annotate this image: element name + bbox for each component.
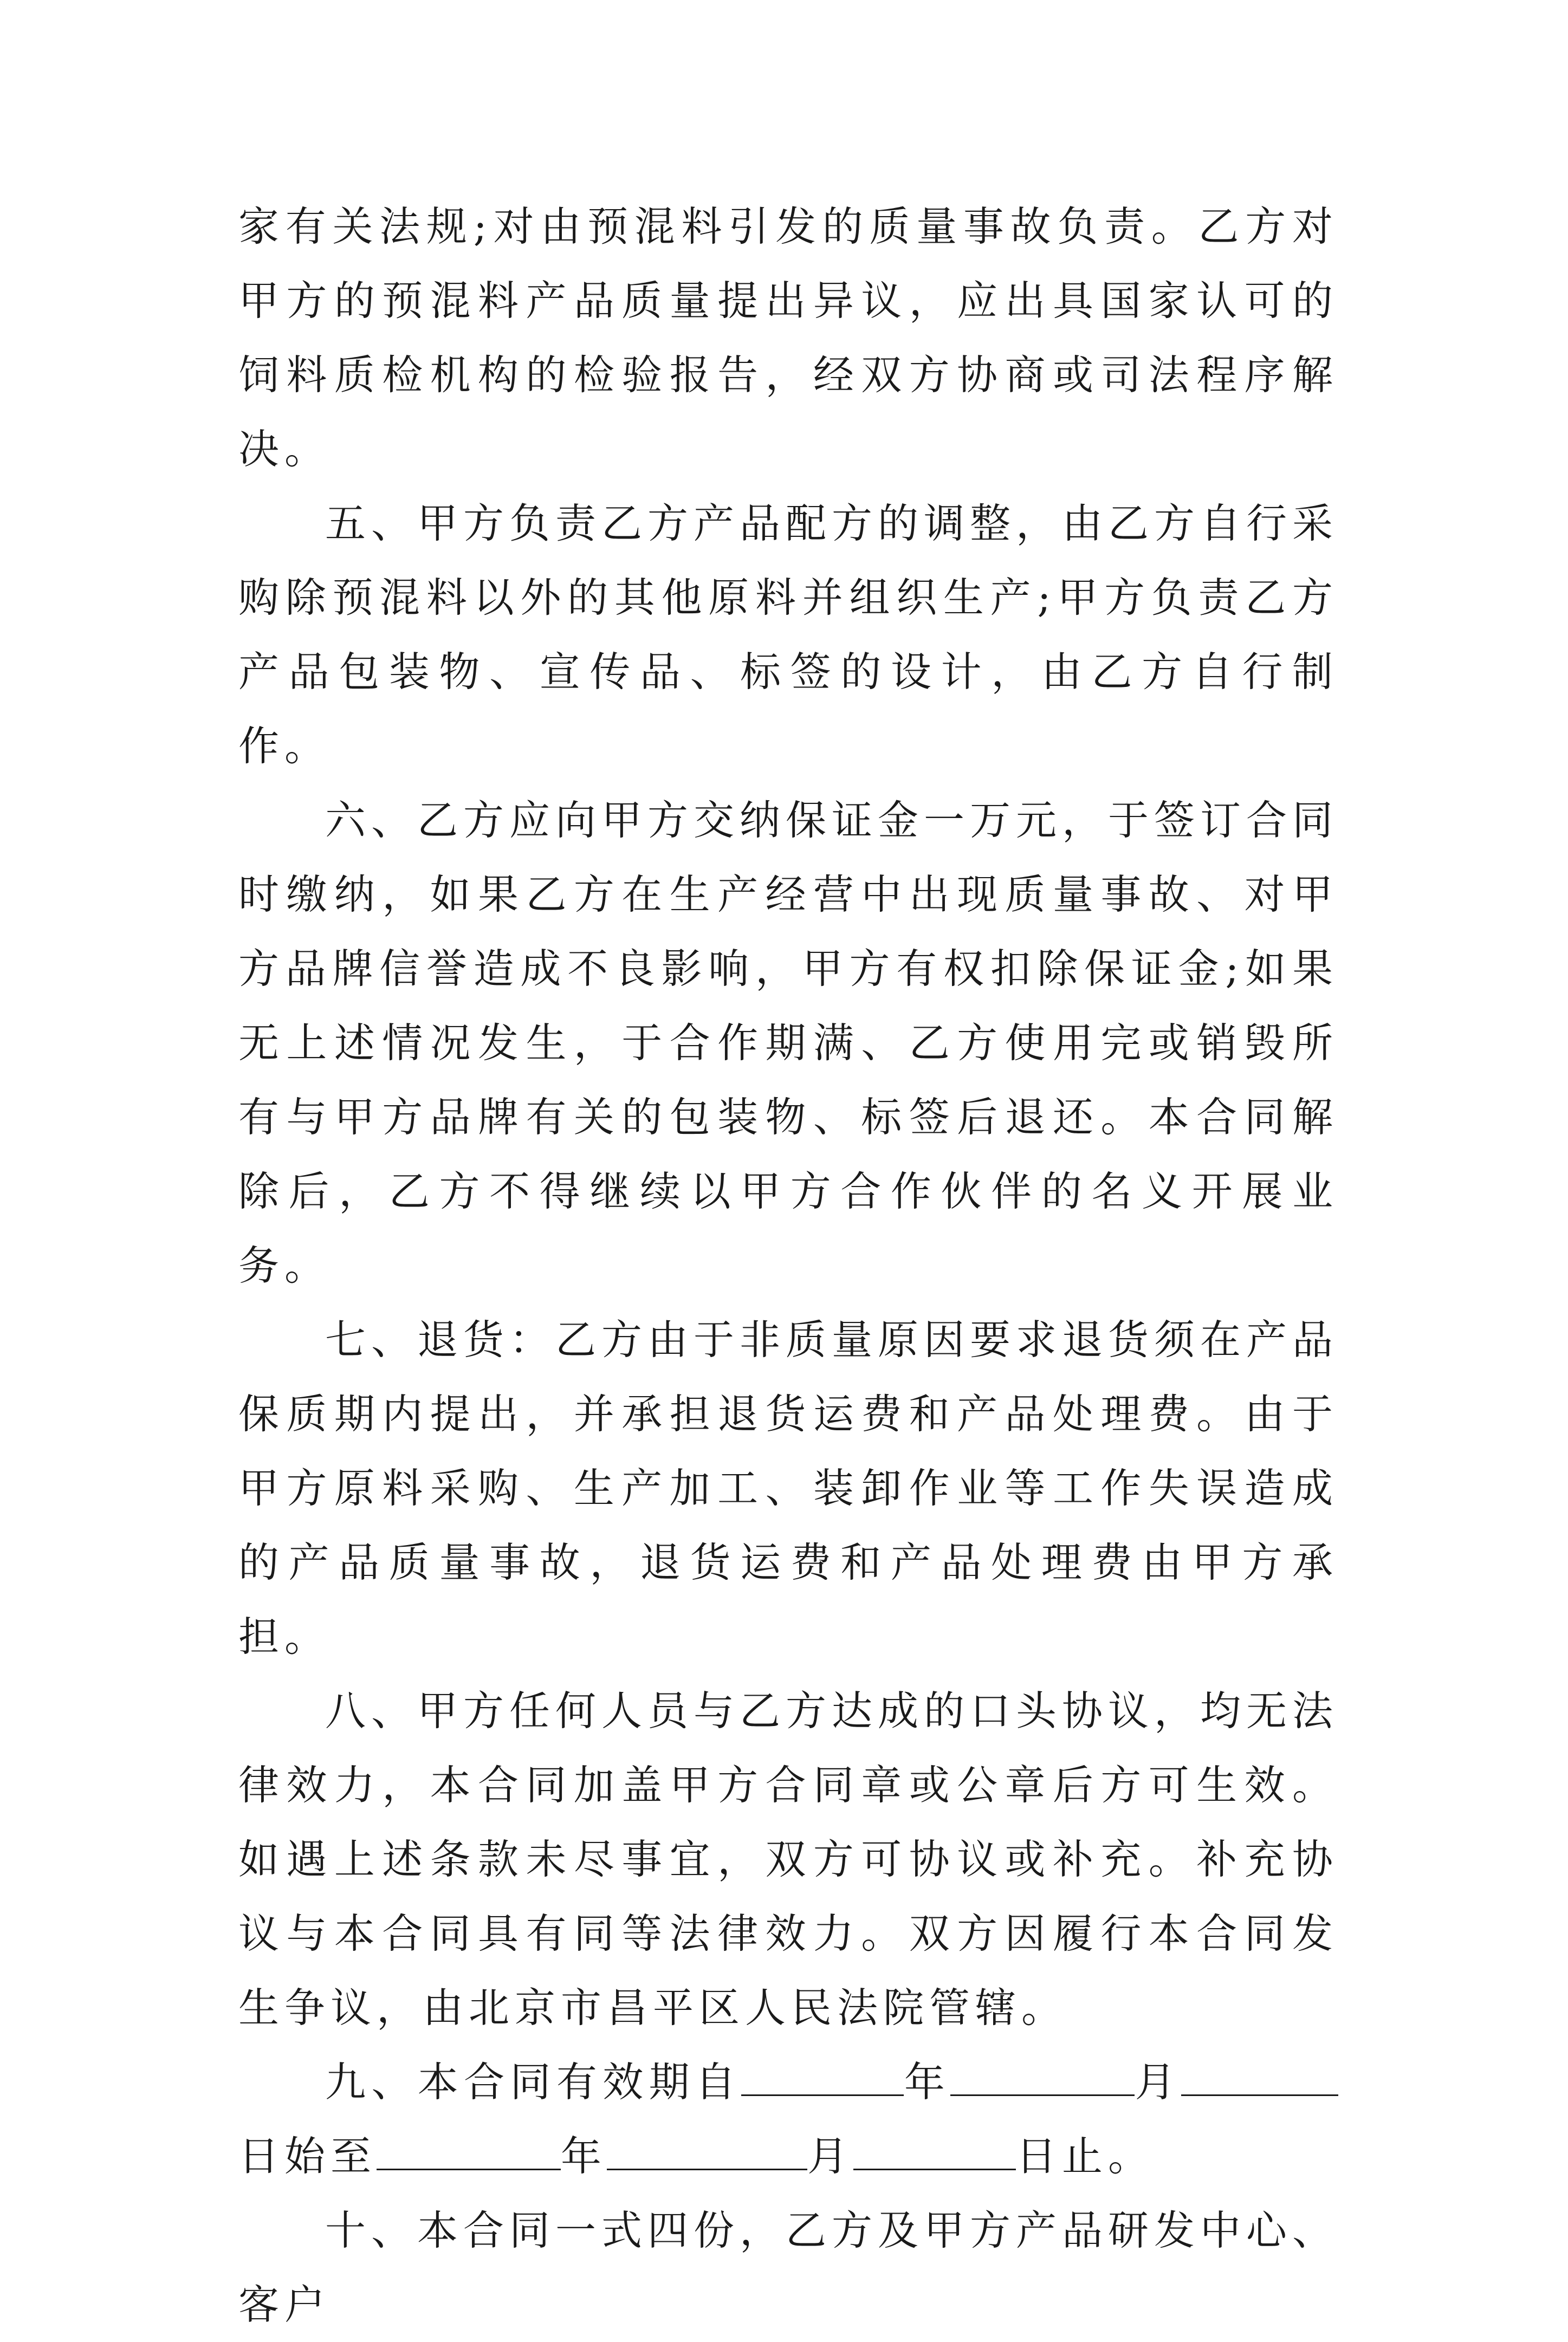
- paragraph-clause-6: 六、乙方应向甲方交纳保证金一万元，于签订合同时缴纳，如果乙方在生产经营中出现质量事故、对甲方品牌信誉造成不良影响，甲方有权扣除保证金;如果无上述情况发生，于合作期满、乙方使用完或销毁所有与甲方品牌有关的包装物、标签后退还。本合同解除后，乙方不得继续以甲方合作伙伴的名义开展业务。: [238, 796, 1339, 1289]
- blank-end-day[interactable]: [853, 2131, 1016, 2170]
- paragraph-clause-10: 十、本合同一式四份，乙方及甲方产品研发中心、客户: [238, 2207, 1339, 2328]
- validity-year-1: 年: [904, 2058, 951, 2106]
- paragraph-continuation: 家有关法规;对由预混料引发的质量事故负责。乙方对甲方的预混料产品质量提出异议，应出具国家认可的饲料质检机构的检验报告，经双方协商或司法程序解决。: [238, 203, 1338, 473]
- paragraph-clause-8: 八、甲方任何人员与乙方达成的口头协议，均无法律效力，本合同加盖甲方合同章或公章后方可生效。如遇上述条款未尽事宜，双方可协议或补充。补充协议与本合同具有同等法律效力。双方因履行本合同发生争议，由北京市昌平区人民法院管辖。: [238, 1687, 1339, 2032]
- validity-prefix: 九、本合同有效期自: [325, 2058, 742, 2106]
- blank-end-month[interactable]: [607, 2131, 807, 2170]
- validity-day-start: 日始至: [238, 2132, 377, 2180]
- paragraph-clause-7: 七、退货：乙方由于非质量原因要求退货须在产品保质期内提出，并承担退货运费和产品处理费。由于甲方原料采购、生产加工、装卸作业等工作失误造成的产品质量事故，退货运费和产品处理费由甲方承担。: [238, 1316, 1339, 1660]
- validity-year-2: 年: [561, 2132, 607, 2180]
- validity-day-end: 日止。: [1016, 2132, 1155, 2180]
- blank-start-day[interactable]: [1181, 2056, 1338, 2096]
- validity-month-2: 月: [807, 2132, 854, 2180]
- blank-start-year[interactable]: [741, 2056, 904, 2096]
- paragraph-clause-9: [238, 2045, 1338, 2194]
- validity-month-1: 月: [1135, 2058, 1181, 2106]
- blank-end-year[interactable]: [377, 2131, 561, 2170]
- blank-start-month[interactable]: [950, 2056, 1135, 2096]
- paragraph-clause-5: 五、甲方负责乙方产品配方的调整，由乙方自行采购除预混料以外的其他原料并组织生产;甲方负责乙方产品包装物、宣传品、标签的设计，由乙方自行制作。: [238, 499, 1339, 770]
- document-body: [238, 190, 1338, 2342]
